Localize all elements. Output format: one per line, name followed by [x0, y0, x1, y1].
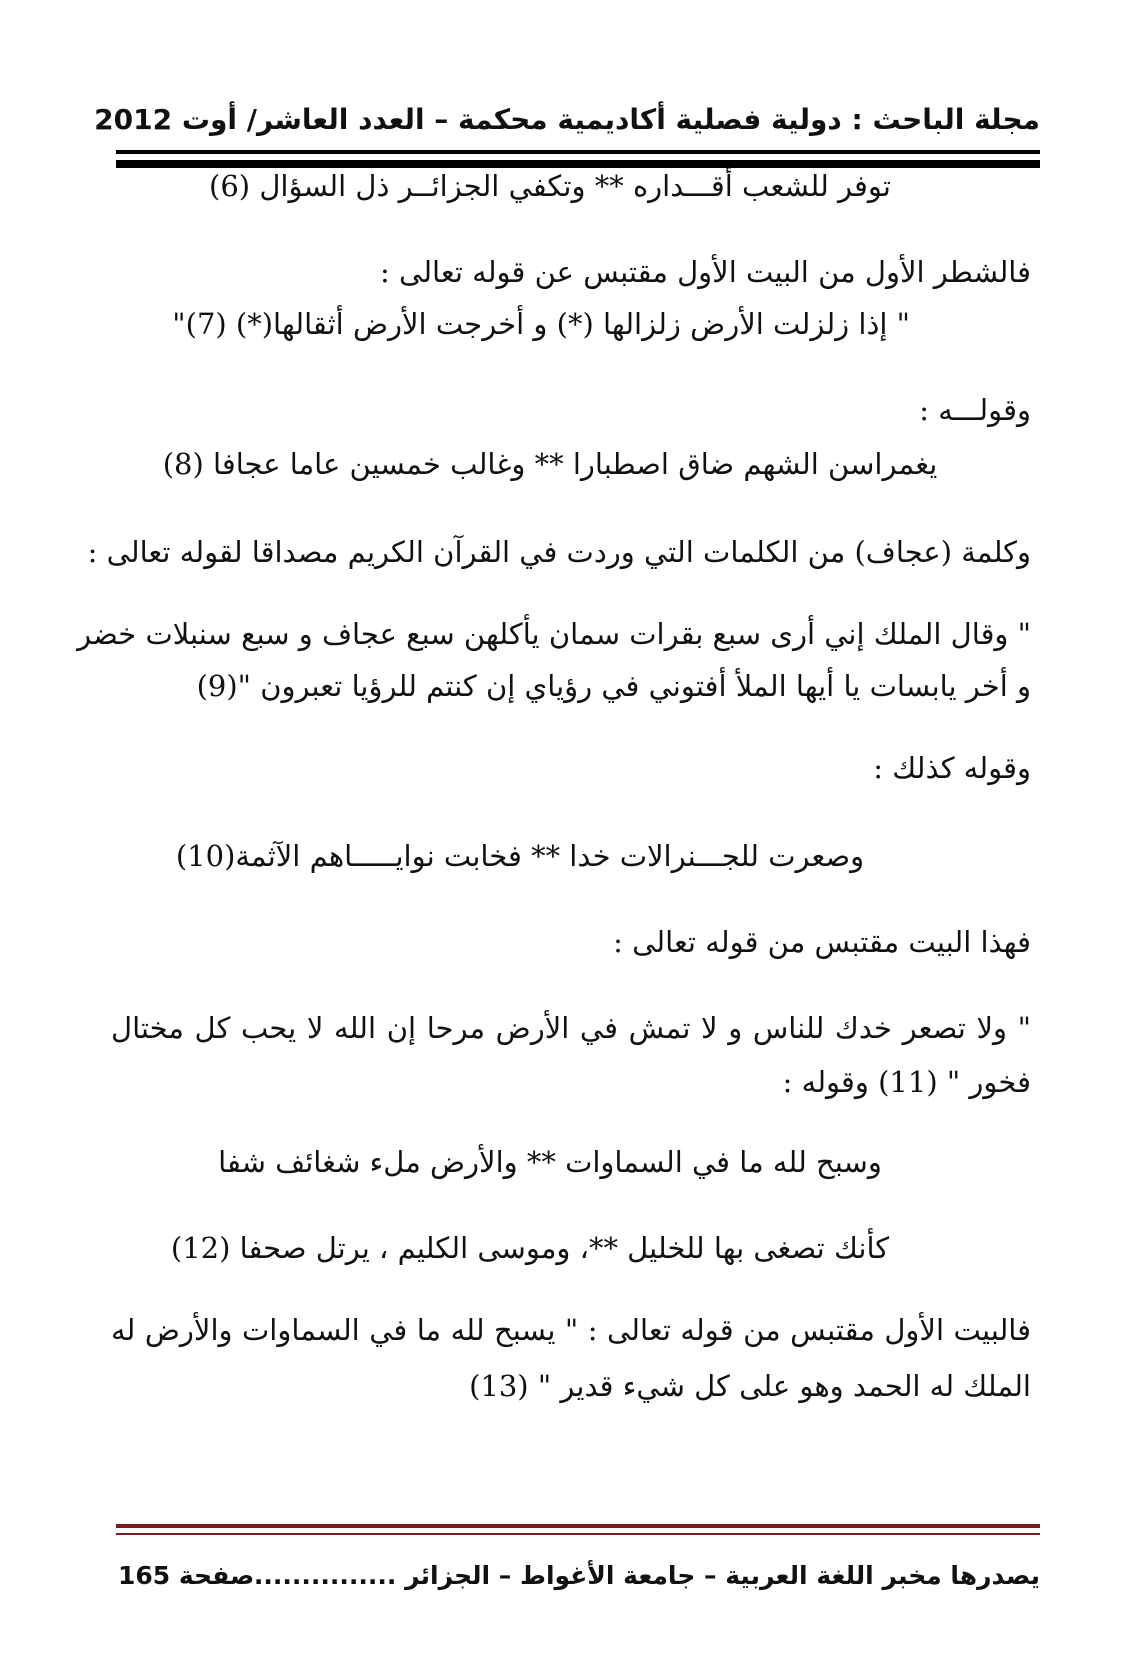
- quran-quote-7: " إذا زلزلت الأرض زلزالها (*) و أخرجت الأرض أثقالها(*) (7)": [172, 307, 910, 341]
- verse-line-12b: كأنك تصغى بها للخليل **، وموسى الكليم ، يرتل صحفا (12): [170, 1231, 890, 1265]
- quran-quote-13-line2: الملك له الحمد وهو على كل شيء قدير " (13): [469, 1369, 1031, 1403]
- publisher-line: يصدرها مخبر اللغة العربية – جامعة الأغواط – الجزائر ...............: [253, 1561, 1040, 1590]
- footer-rule-thick: [116, 1524, 1040, 1528]
- verse-line-6: توفر للشعب أقـــداره ** وتكفي الجزائــر ذل السؤال (6): [209, 169, 891, 203]
- quran-quote-9-line2: و أخر يابسات يا أيها الملأ أفتوني في رؤياي إن كنتم للرؤيا تعبرون "(9): [196, 669, 1031, 703]
- text-line: وقوله كذلك :: [873, 751, 1031, 785]
- text-line: فالشطر الأول من البيت الأول مقتبس عن قوله تعالى :: [380, 255, 1031, 289]
- verse-line-10: وصعرت للجـــنرالات خدا ** فخابت نوايـــــاهم الآثمة(10): [175, 839, 865, 873]
- running-header: مجلة الباحث : دولية فصلية أكاديمية محكمة – العدد العاشر/ أوت 2012: [94, 103, 1040, 136]
- quran-quote-11-line1: " ولا تصعر خدك للناس و لا تمش في الأرض مرحا إن الله لا يحب كل مختال: [111, 1011, 1031, 1045]
- verse-line-8: يغمراسن الشهم ضاق اصطبارا ** وغالب خمسين عاما عجافا (8): [162, 447, 938, 481]
- text-line: وقولـــه :: [919, 393, 1031, 427]
- quran-quote-9-line1: " وقال الملك إني أرى سبع بقرات سمان يأكلهن سبع عجاف و سبع سنبلات خضر: [77, 617, 1031, 651]
- header-rule-thin: [116, 150, 1040, 154]
- quran-quote-13-line1: فالبيت الأول مقتبس من قوله تعالى : " يسبح لله ما في السماوات والأرض له: [111, 1313, 1031, 1347]
- page-number: صفحة 165: [118, 1561, 255, 1590]
- quran-quote-11-line2: فخور " (11) وقوله :: [782, 1065, 1031, 1099]
- text-line: فهذا البيت مقتبس من قوله تعالى :: [613, 925, 1031, 959]
- text-line: وكلمة (عجاف) من الكلمات التي وردت في القرآن الكريم مصداقا لقوله تعالى :: [87, 535, 1031, 569]
- footer-rule-thin: [116, 1533, 1040, 1535]
- verse-line-12a: وسبح لله ما في السماوات ** والأرض ملء شغائف شفا: [218, 1145, 882, 1179]
